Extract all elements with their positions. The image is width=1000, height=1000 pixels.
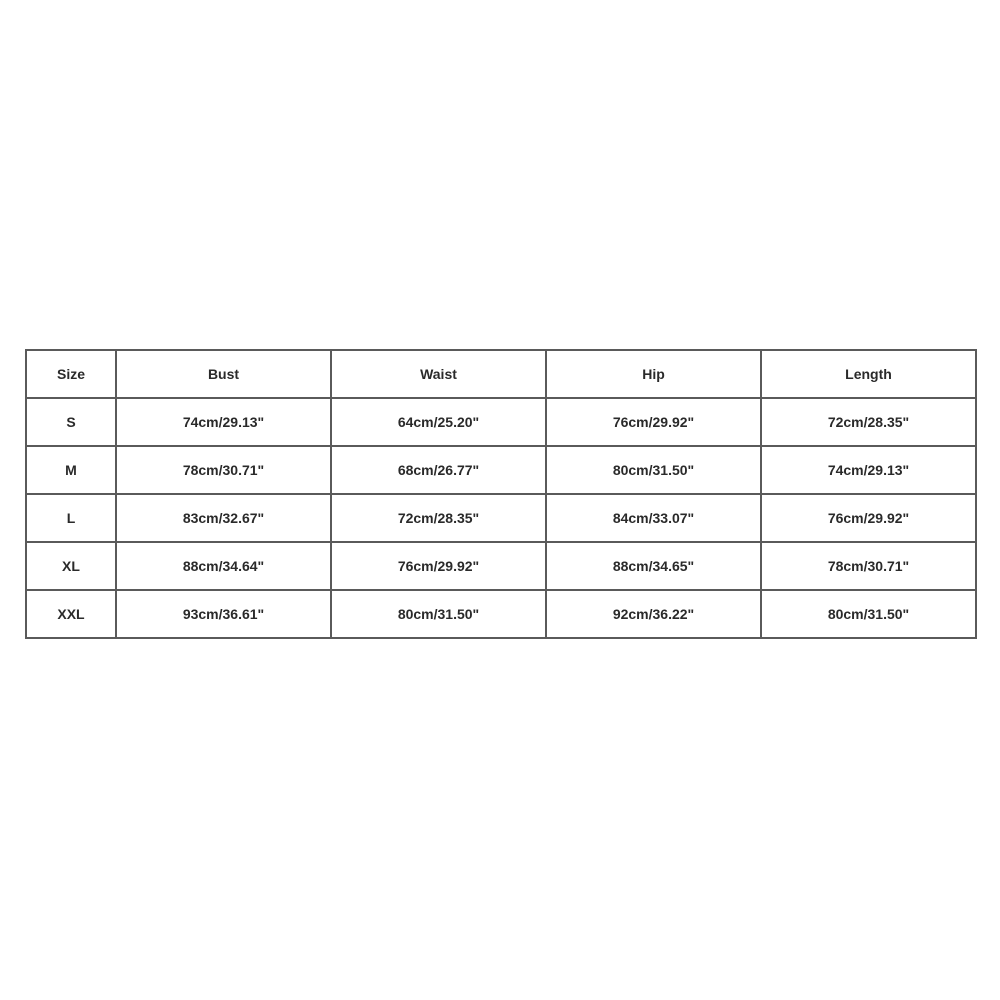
table-row bbox=[26, 494, 976, 542]
cell-bust: 78cm/30.71" bbox=[116, 446, 331, 494]
header-row bbox=[26, 350, 976, 398]
cell-length: 78cm/30.71" bbox=[761, 542, 976, 590]
cell-waist: 68cm/26.77" bbox=[331, 446, 546, 494]
cell-length: 72cm/28.35" bbox=[761, 398, 976, 446]
header-length: Length bbox=[761, 350, 976, 398]
header-waist: Waist bbox=[331, 350, 546, 398]
cell-size: S bbox=[26, 398, 116, 446]
table-row bbox=[26, 398, 976, 446]
cell-length: 74cm/29.13" bbox=[761, 446, 976, 494]
header-size: Size bbox=[26, 350, 116, 398]
cell-length: 76cm/29.92" bbox=[761, 494, 976, 542]
cell-waist: 64cm/25.20" bbox=[331, 398, 546, 446]
cell-size: XL bbox=[26, 542, 116, 590]
cell-size: M bbox=[26, 446, 116, 494]
cell-hip: 88cm/34.65" bbox=[546, 542, 761, 590]
table-body bbox=[26, 398, 976, 638]
cell-bust: 93cm/36.61" bbox=[116, 590, 331, 638]
cell-waist: 72cm/28.35" bbox=[331, 494, 546, 542]
cell-hip: 76cm/29.92" bbox=[546, 398, 761, 446]
cell-hip: 84cm/33.07" bbox=[546, 494, 761, 542]
cell-bust: 83cm/32.67" bbox=[116, 494, 331, 542]
table-header bbox=[26, 350, 976, 398]
size-chart-table bbox=[25, 349, 977, 639]
table-row bbox=[26, 446, 976, 494]
cell-hip: 80cm/31.50" bbox=[546, 446, 761, 494]
header-hip: Hip bbox=[546, 350, 761, 398]
cell-waist: 76cm/29.92" bbox=[331, 542, 546, 590]
table-row bbox=[26, 590, 976, 638]
header-bust: Bust bbox=[116, 350, 331, 398]
cell-size: XXL bbox=[26, 590, 116, 638]
cell-size: L bbox=[26, 494, 116, 542]
cell-waist: 80cm/31.50" bbox=[331, 590, 546, 638]
table-row bbox=[26, 542, 976, 590]
cell-bust: 88cm/34.64" bbox=[116, 542, 331, 590]
cell-length: 80cm/31.50" bbox=[761, 590, 976, 638]
cell-bust: 74cm/29.13" bbox=[116, 398, 331, 446]
cell-hip: 92cm/36.22" bbox=[546, 590, 761, 638]
